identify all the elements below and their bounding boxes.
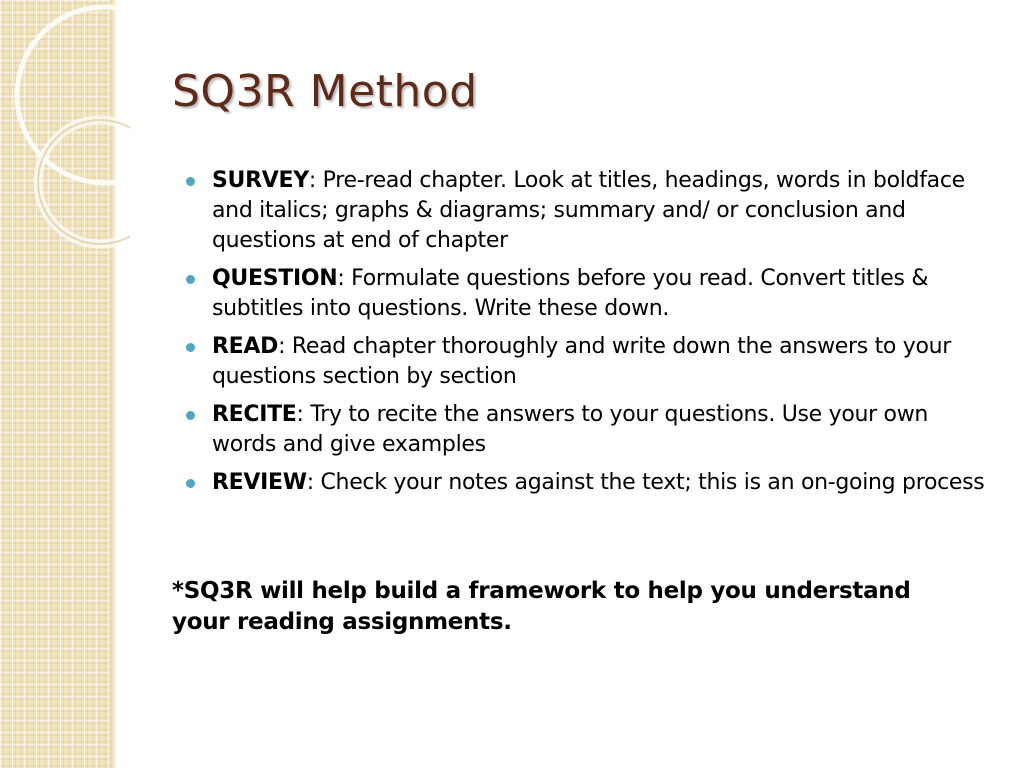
bullet-term: REVIEW <box>212 470 307 495</box>
bullet-survey <box>186 166 986 256</box>
bullet-dot-icon <box>186 177 195 186</box>
bullet-dot-icon <box>186 411 195 420</box>
bullet-text: : Formulate questions before you read. Convert titles & subtitles into questions. Write these down. <box>212 266 929 321</box>
bullet-text: : Check your notes against the text; this is an on-going process <box>306 470 985 495</box>
bullet-text: : Try to recite the answers to your questions. Use your own words and give examples <box>212 402 929 457</box>
slide-title: SQ3R Method <box>172 66 478 117</box>
bullet-term: READ <box>212 334 279 359</box>
decorative-ring-large <box>17 7 130 183</box>
bullet-text: : Read chapter thoroughly and write down the answers to your questions section by section <box>212 334 952 389</box>
bullet-list <box>186 166 986 506</box>
bullet-question <box>186 264 986 324</box>
decorative-rings <box>0 0 130 260</box>
bullet-term: RECITE <box>212 402 297 427</box>
bullet-term: SURVEY <box>212 168 309 193</box>
bullet-term: QUESTION <box>212 266 338 291</box>
bullet-recite <box>186 400 986 460</box>
summary-note: *SQ3R will help build a framework to help you understand your reading assignments. <box>172 578 911 635</box>
bullet-review <box>186 468 986 498</box>
bullet-dot-icon <box>186 479 195 488</box>
bullet-dot-icon <box>186 343 195 352</box>
bullet-read <box>186 332 986 392</box>
bullet-text: : Pre-read chapter. Look at titles, headings, words in boldface and italics; graphs & diagrams; summary and/ or conclusion and questions at end of chapter <box>212 168 965 253</box>
bullet-dot-icon <box>186 275 195 284</box>
